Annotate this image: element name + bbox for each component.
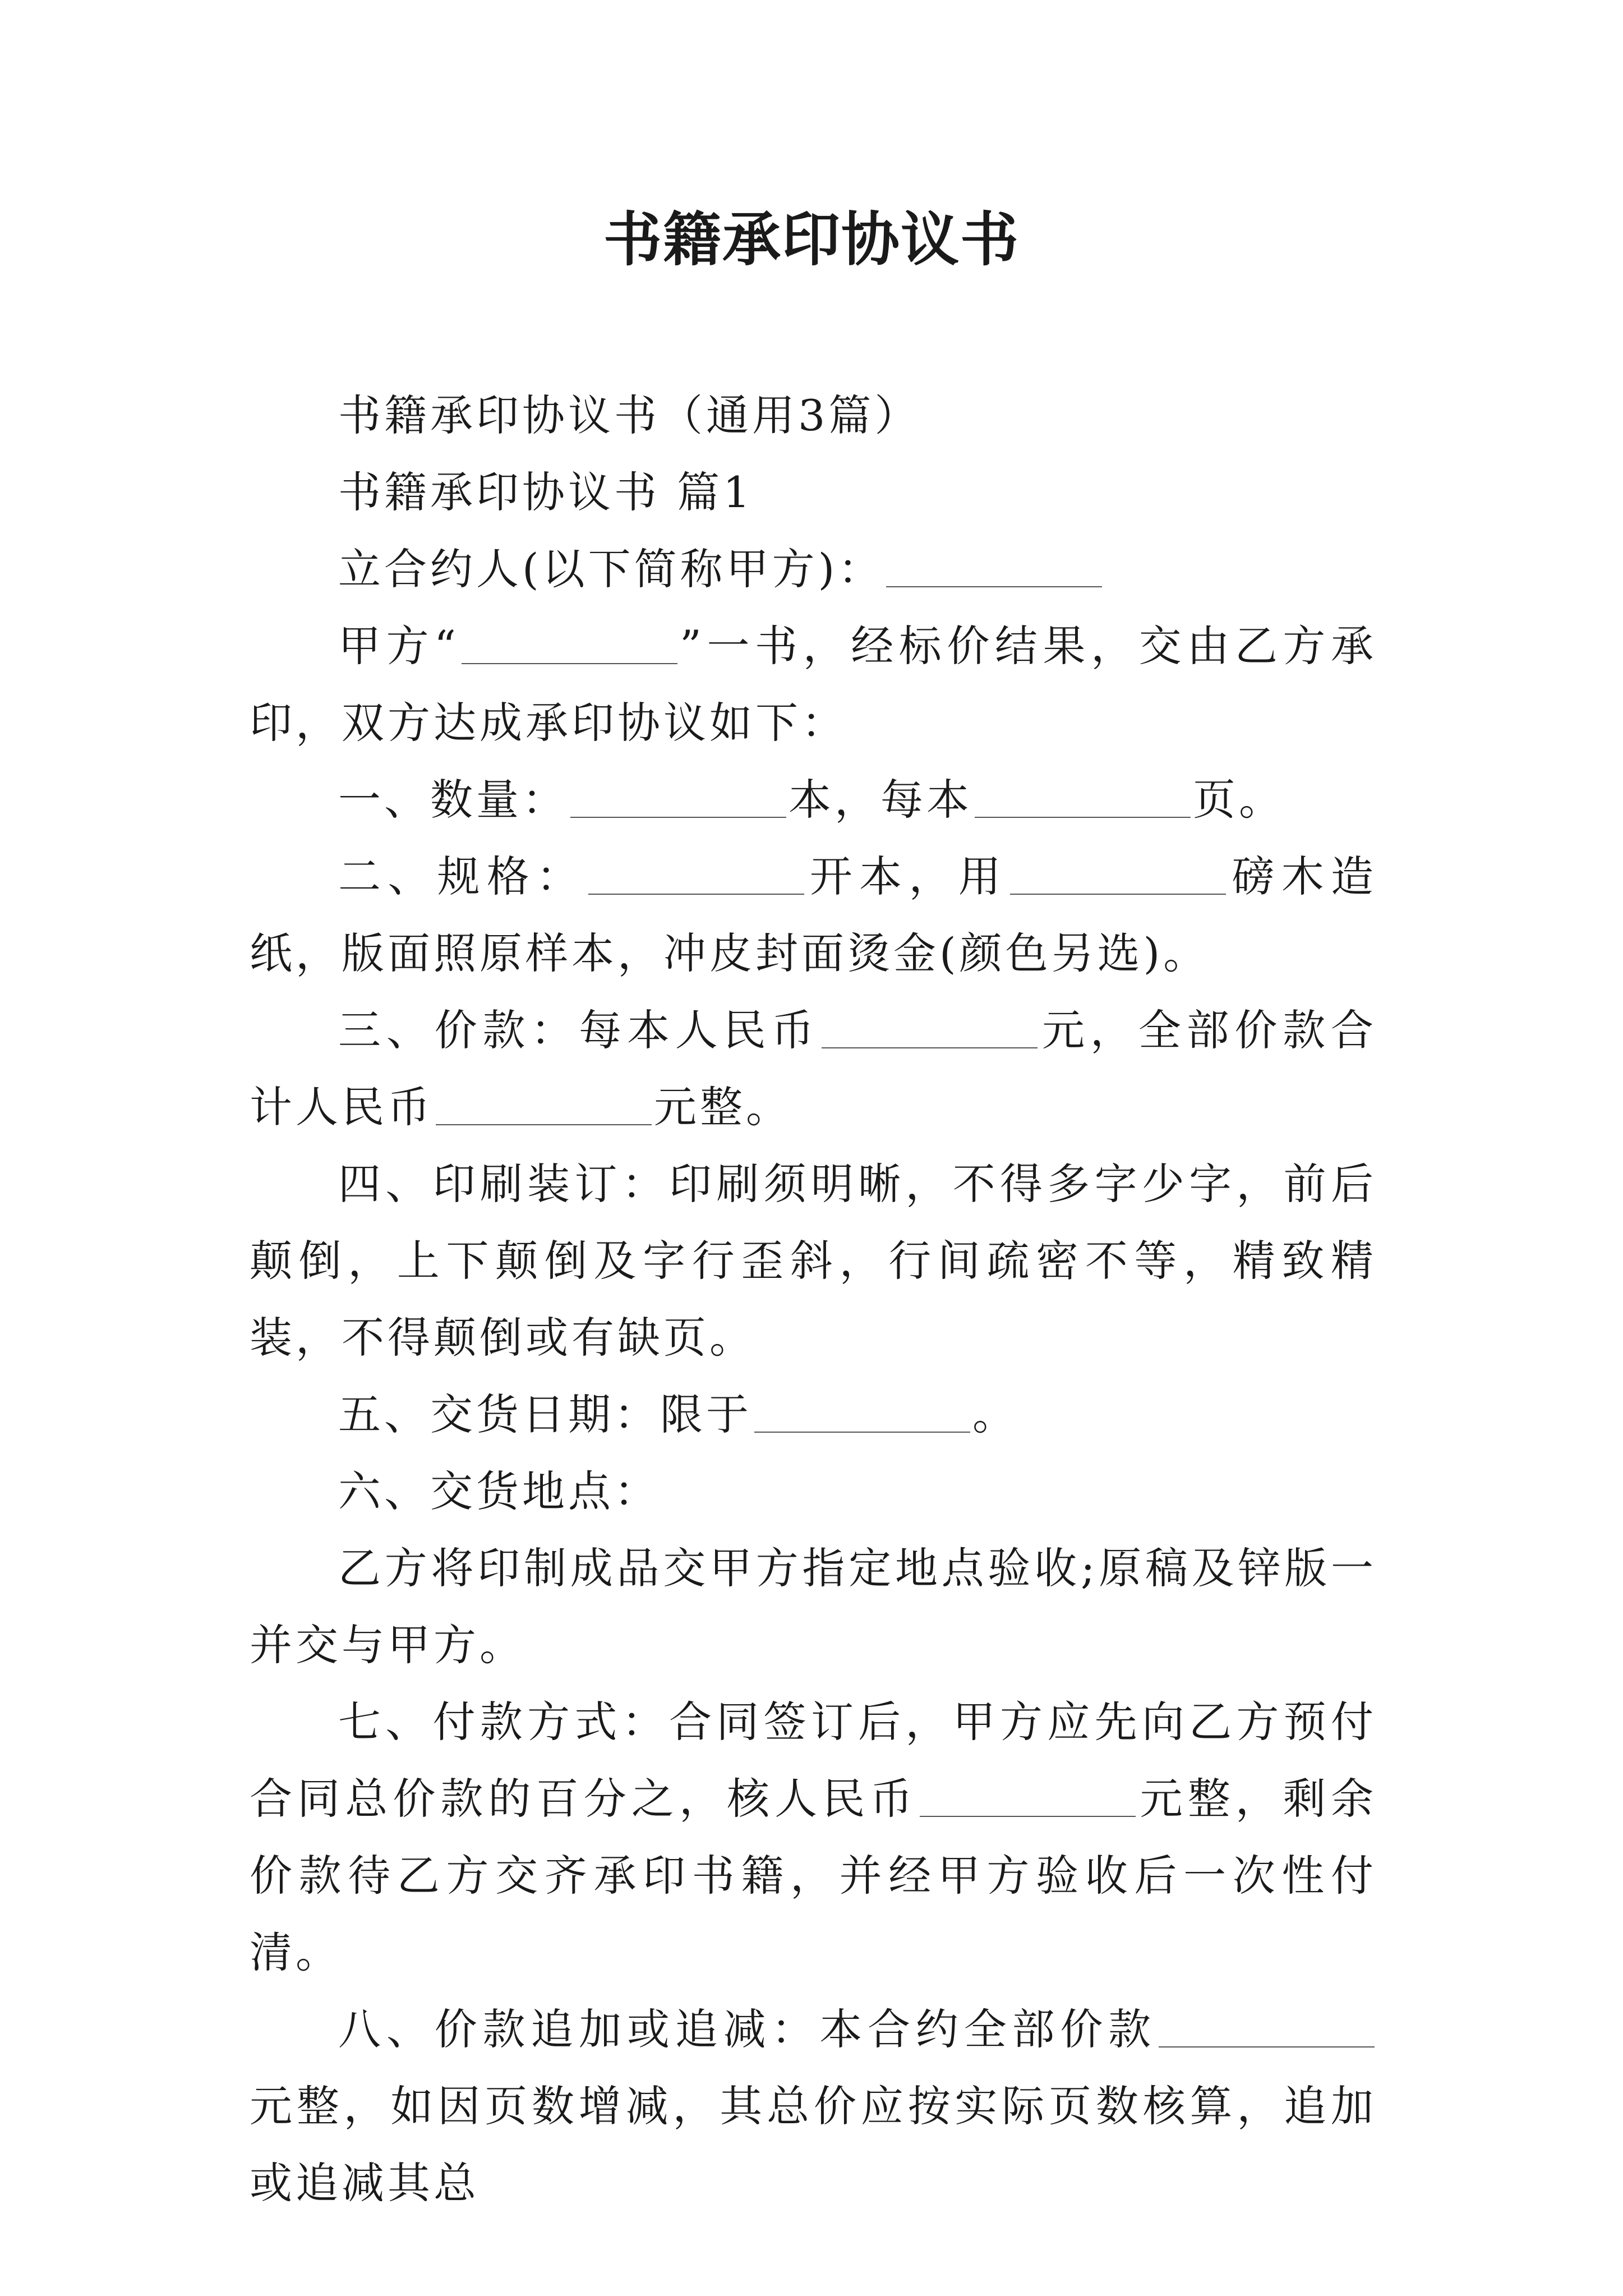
fill-in-blank bbox=[462, 627, 677, 664]
paragraph-text: 三、价款：每本人民币 bbox=[338, 1005, 820, 1055]
fill-in-blank bbox=[570, 781, 786, 818]
paragraph-text: ”一书，经标价结果，交由乙方承印，双方达成承印协议如下： bbox=[250, 621, 1377, 748]
paragraph bbox=[250, 1530, 1377, 1683]
paragraph-text: 元整，剩余价款待乙方交齐承印书籍，并经甲方验收后一次性付清。 bbox=[250, 1774, 1377, 1977]
fill-in-blank bbox=[436, 1088, 652, 1125]
paragraph bbox=[250, 992, 1377, 1145]
paragraph-text: 甲方“ bbox=[338, 621, 460, 671]
paragraph-text: 页。 bbox=[1193, 775, 1285, 825]
paragraph-text: 书籍承印协议书 篇1 bbox=[338, 467, 754, 517]
fill-in-blank bbox=[886, 550, 1102, 587]
fill-in-blank bbox=[1010, 858, 1226, 895]
paragraph-text: 二、规格： bbox=[338, 852, 586, 901]
document-body bbox=[250, 377, 1377, 2221]
paragraph bbox=[250, 531, 1377, 608]
paragraph-text: 磅木造纸，版面照原样本，冲皮封面烫金(颜色另选)。 bbox=[250, 852, 1377, 978]
paragraph-text: 六、交货地点： bbox=[338, 1466, 660, 1516]
paragraph-text: 五、交货日期：限于 bbox=[338, 1389, 752, 1439]
paragraph bbox=[250, 1991, 1377, 2221]
paragraph-text: 七、付款方式：合同签订后，甲方应先向乙方预付合同总价款的百分之，核人民币 bbox=[250, 1697, 1377, 1824]
paragraph-text: 四、印刷装订：印刷须明晰，不得多字少字，前后颠倒，上下颠倒及字行歪斜，行间疏密不等，精致精装，不得颠倒或有缺页。 bbox=[250, 1159, 1377, 1363]
paragraph bbox=[250, 838, 1377, 992]
fill-in-blank bbox=[920, 1780, 1136, 1817]
paragraph bbox=[250, 1376, 1377, 1453]
paragraph-text: 乙方将印制成品交甲方指定地点验收;原稿及锌版一并交与甲方。 bbox=[250, 1543, 1377, 1670]
fill-in-blank bbox=[822, 1011, 1038, 1048]
paragraph bbox=[250, 1683, 1377, 1991]
paragraph bbox=[250, 377, 1377, 454]
document-title: 书籍承印协议书 bbox=[603, 205, 1020, 274]
fill-in-blank bbox=[588, 858, 804, 895]
paragraph-text: 本，每本 bbox=[789, 775, 972, 825]
paragraph-text: 书籍承印协议书（通用3篇） bbox=[338, 390, 921, 440]
paragraph-text: 开本，用 bbox=[806, 852, 1008, 901]
paragraph-text: 元整，如因页数增减，其总价应按实际页数核算，追加或追减其总 bbox=[250, 2081, 1377, 2208]
paragraph-text: 元整。 bbox=[654, 1082, 792, 1132]
paragraph bbox=[250, 454, 1377, 531]
fill-in-blank bbox=[754, 1396, 970, 1433]
paragraph bbox=[250, 1453, 1377, 1530]
paragraph-text: 立合约人(以下简称甲方)： bbox=[338, 544, 884, 594]
paragraph bbox=[250, 761, 1377, 838]
paragraph-text: 。 bbox=[972, 1389, 1018, 1439]
paragraph bbox=[250, 608, 1377, 761]
paragraph-text: 八、价款追加或追减：本合约全部价款 bbox=[338, 2004, 1156, 2054]
paragraph bbox=[250, 1145, 1377, 1376]
paragraph-text: 元，全部价款合计人民币 bbox=[250, 1005, 1377, 1132]
fill-in-blank bbox=[975, 781, 1191, 818]
paragraph-text: 一、数量： bbox=[338, 775, 568, 825]
fill-in-blank bbox=[1159, 2010, 1375, 2047]
